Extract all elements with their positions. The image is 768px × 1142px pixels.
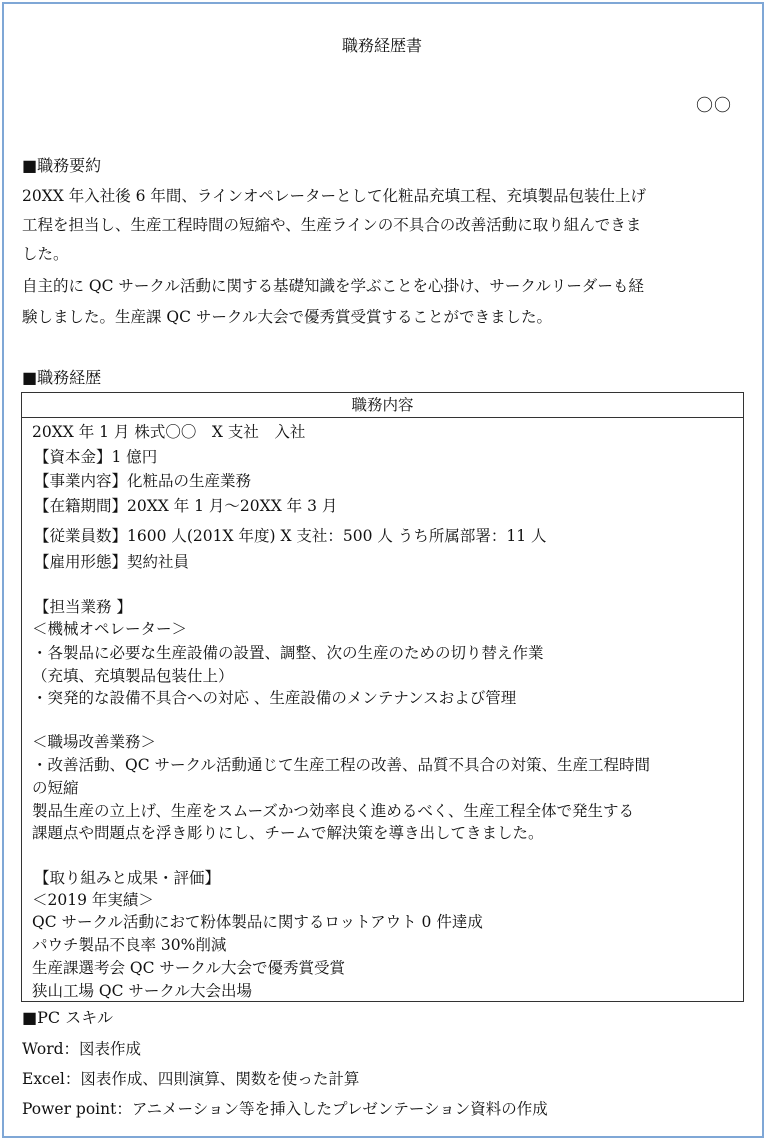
history-line: 【取り組みと成果・評価】 <box>34 869 221 887</box>
history-line: 【雇用形態】契約社員 <box>34 553 190 571</box>
history-line: ・各製品に必要な生産設備の設置、調整、次の生産のための切り替え作業 <box>32 644 544 662</box>
summary-line: 20XX 年入社後 6 年間、ラインオペレーターとして化粧品充填工程、充填製品包装仕上げ <box>22 187 646 205</box>
pc-skill-line: Power point：アニメーション等を挿入したプレゼンテーション資料の作成 <box>22 1100 548 1118</box>
pc-skill-line: Word：図表作成 <box>22 1040 142 1058</box>
applicant-name: 〇〇 <box>696 96 732 116</box>
history-heading: ■職務経歴 <box>22 368 102 387</box>
pc-skill-line: Excel：図表作成、四則演算、関数を使った計算 <box>22 1070 360 1088</box>
summary-line: した。 <box>22 245 69 263</box>
history-line: 課題点や問題点を浮き彫りにし、チームで解決策を導き出してきました。 <box>32 824 544 842</box>
history-line: （充填、充填製品包装仕上） <box>32 667 234 685</box>
history-line: QC サークル活動におて粉体製品に関するロットアウト 0 件達成 <box>32 913 483 931</box>
history-line: 製品生産の立上げ、生産をスムーズかつ効率良く進めるべく、生産工程全体で発生する <box>32 802 635 820</box>
history-line: 生産課選考会 QC サークル大会で優秀賞受賞 <box>32 959 345 977</box>
history-line: ＜2019 年実績＞ <box>32 891 154 909</box>
history-line: ・突発的な設備不具合への対応 、生産設備のメンテナンスおよび管理 <box>32 689 517 707</box>
history-line: 【在籍期間】20XX 年 1 月〜20XX 年 3 月 <box>34 497 338 515</box>
table-header: 職務内容 <box>22 393 743 418</box>
summary-line: 験しました。生産課 QC サークル大会で優秀賞受賞することができました。 <box>22 308 552 326</box>
summary-heading: ■職務要約 <box>22 156 102 175</box>
document-title: 職務経歴書 <box>341 36 422 55</box>
history-line: パウチ製品不良率 30%削減 <box>32 936 227 954</box>
history-line: 【担当業務 】 <box>34 598 132 616</box>
summary-line: 工程を担当し、生産工程時間の短縮や、生産ラインの不具合の改善活動に取り組んできま <box>22 216 642 234</box>
history-line: 【資本金】1 億円 <box>34 448 158 466</box>
pc-skills-heading: ■PC スキル <box>22 1008 114 1027</box>
history-line: の短縮 <box>32 779 79 797</box>
history-line: 【従業員数】1600 人(201X 年度) X 支社：500 人 うち所属部署：11 人 <box>34 527 547 545</box>
job-history-table <box>21 392 744 1002</box>
history-line: 狭山工場 QC サークル大会出場 <box>32 982 252 1000</box>
history-line: 【事業内容】化粧品の生産業務 <box>34 472 252 490</box>
history-line: ＜職場改善業務＞ <box>32 733 157 751</box>
summary-line: 自主的に QC サークル活動に関する基礎知識を学ぶことを心掛け、サークルリーダーも経 <box>22 277 644 295</box>
history-line: 20XX 年 1 月 株式〇〇 X 支社 入社 <box>32 423 306 441</box>
history-line: ・改善活動、QC サークル活動通じて生産工程の改善、品質不具合の対策、生産工程時間 <box>32 756 651 774</box>
history-line: ＜機械オペレーター＞ <box>32 620 188 638</box>
